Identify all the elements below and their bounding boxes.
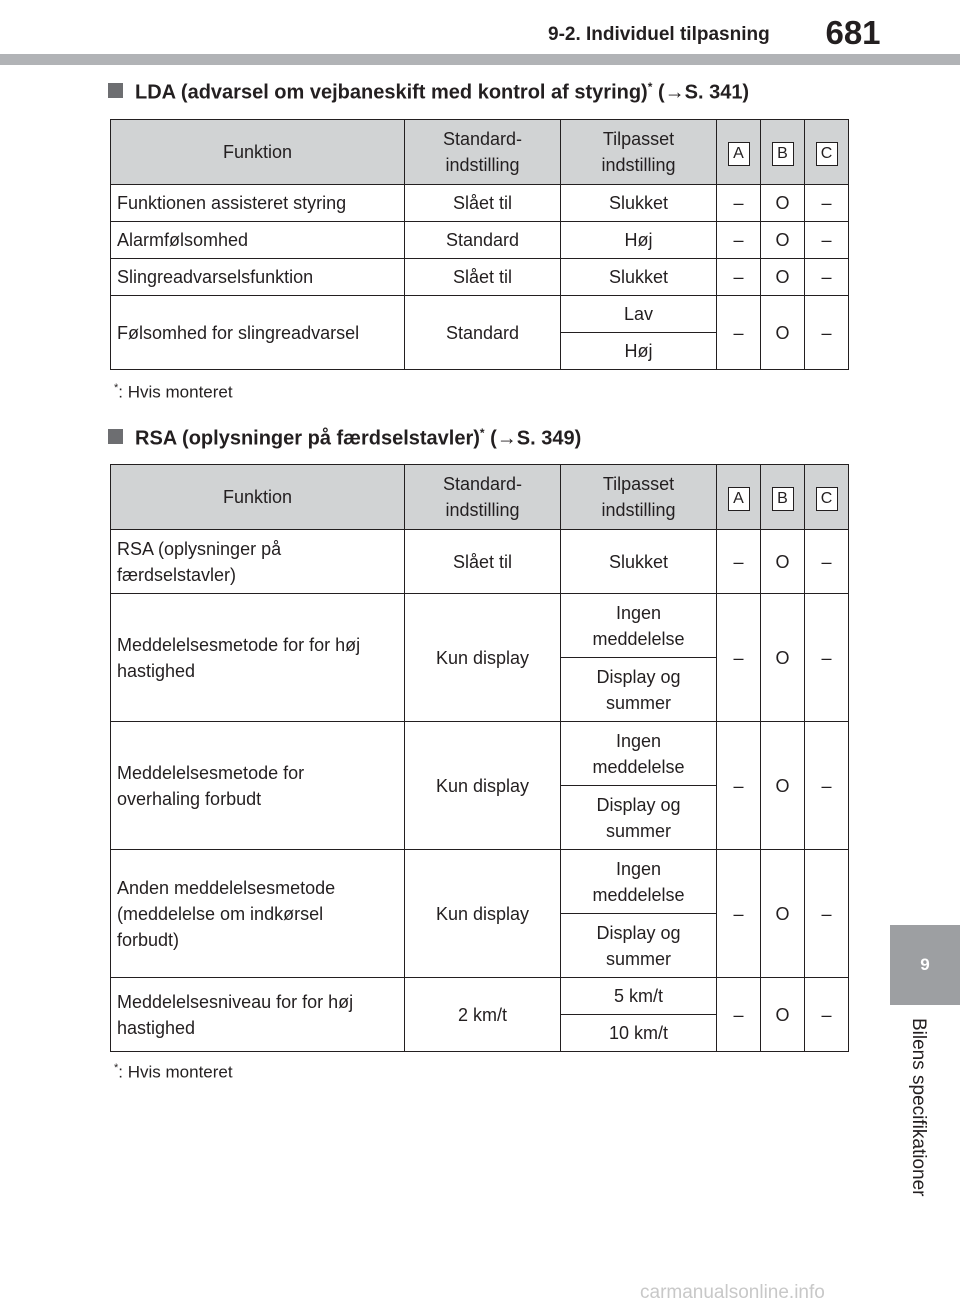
cell-text: forbudt) (117, 929, 180, 950)
header-text: indstilling (601, 155, 676, 175)
cell-text: Display og (596, 794, 681, 815)
table-header-row (111, 120, 849, 185)
cell-custom-option (561, 914, 717, 978)
column-header-b (761, 120, 805, 185)
letter-c-icon: C (816, 487, 838, 511)
cell-a: – (717, 722, 761, 850)
cell-text: summer (605, 948, 671, 969)
cell-text: færdselstavler) (117, 564, 237, 585)
cell-b: O (761, 722, 805, 850)
column-header-default (405, 465, 561, 530)
cell-c: – (805, 296, 849, 370)
cell-c: – (805, 978, 849, 1052)
cell-text: RSA (oplysninger på (117, 538, 282, 559)
cell-function: Slingreadvarselsfunktion (111, 259, 405, 296)
cell-a: – (717, 850, 761, 978)
cell-text: hastighed (117, 1017, 196, 1038)
cell-b: O (761, 185, 805, 222)
rsa-heading (108, 426, 581, 451)
cell-function (111, 594, 405, 722)
cell-function: Følsomhed for slingreadvarsel (111, 296, 405, 370)
table-header-row (111, 465, 849, 530)
cell-b: O (761, 222, 805, 259)
rsa-heading-asterisk: * (479, 426, 485, 440)
table-row (111, 530, 849, 594)
cell-function (111, 850, 405, 978)
header-text: Standard- (442, 474, 523, 494)
letter-b-icon: B (772, 487, 794, 511)
cell-text: Display og (596, 922, 681, 943)
cell-default: Slået til (405, 185, 561, 222)
letter-a-icon: A (728, 142, 750, 166)
cell-b: O (761, 594, 805, 722)
cell-text: Ingen (615, 730, 662, 751)
footnote-asterisk: * (114, 1062, 119, 1074)
letter-b-icon: B (772, 142, 794, 166)
column-header-a (717, 465, 761, 530)
cell-b: O (761, 259, 805, 296)
table-row (111, 296, 849, 333)
cell-text: (meddelelse om indkørsel (117, 903, 324, 924)
cell-a: – (717, 222, 761, 259)
column-header-a (717, 120, 761, 185)
cell-a: – (717, 185, 761, 222)
lda-page-ref[interactable]: (→S. 341) (657, 81, 750, 104)
cell-text: summer (605, 820, 671, 841)
letter-c-icon: C (816, 142, 838, 166)
column-header-custom (561, 465, 717, 530)
cell-text: overhaling forbudt (117, 788, 262, 809)
cell-custom: Slukket (561, 530, 717, 594)
cell-function (111, 722, 405, 850)
cell-custom: Slukket (561, 185, 717, 222)
cell-custom-option: Lav (561, 296, 717, 333)
header-text: indstilling (445, 500, 520, 520)
header-text: Tilpasset (602, 474, 675, 494)
cell-custom: Høj (561, 222, 717, 259)
cell-function (111, 978, 405, 1052)
footnote-text: : Hvis monteret (118, 1062, 233, 1082)
cell-default: Slået til (405, 530, 561, 594)
cell-a: – (717, 978, 761, 1052)
lda-table (110, 119, 849, 370)
cell-function: Alarmfølsomhed (111, 222, 405, 259)
table-row (111, 594, 849, 658)
cell-a: – (717, 594, 761, 722)
cell-text: Meddelelsesmetode for (117, 762, 305, 783)
rsa-footnote (114, 1062, 233, 1083)
page-number: 681 (806, 10, 900, 56)
cell-b: O (761, 530, 805, 594)
cell-default: Kun display (405, 850, 561, 978)
cell-default: 2 km/t (405, 978, 561, 1052)
cell-default: Kun display (405, 594, 561, 722)
lda-heading (108, 80, 749, 105)
cell-text: Anden meddelelsesmetode (117, 877, 336, 898)
cell-function: Funktionen assisteret styring (111, 185, 405, 222)
column-header-c (805, 465, 849, 530)
header-text: indstilling (601, 500, 676, 520)
cell-text: Meddelelsesniveau for for høj (117, 991, 354, 1012)
rsa-table (110, 464, 849, 1052)
chapter-tab-number: 9 (890, 925, 960, 1005)
header-text: indstilling (445, 155, 520, 175)
cell-default: Standard (405, 222, 561, 259)
cell-a: – (717, 259, 761, 296)
cell-custom-option (561, 786, 717, 850)
column-header-function: Funktion (111, 465, 405, 530)
cell-c: – (805, 530, 849, 594)
cell-default: Kun display (405, 722, 561, 850)
lda-heading-text: LDA (advarsel om vejbaneskift med kontrol af styring) (135, 81, 648, 104)
column-header-c (805, 120, 849, 185)
cell-a: – (717, 530, 761, 594)
square-bullet-icon (108, 429, 123, 444)
cell-function (111, 530, 405, 594)
cell-text: Ingen (615, 858, 662, 879)
table-row (111, 978, 849, 1015)
lda-footnote (114, 382, 233, 403)
letter-a-icon: A (728, 487, 750, 511)
cell-custom-option: 10 km/t (561, 1015, 717, 1052)
cell-text: meddelelse (592, 756, 685, 777)
cell-custom-option (561, 850, 717, 914)
rsa-page-ref[interactable]: (→S. 349) (490, 427, 582, 450)
cell-text: summer (605, 692, 671, 713)
column-header-default (405, 120, 561, 185)
cell-text: meddelelse (592, 884, 685, 905)
section-title: 9-2. Individuel tilpasning (548, 24, 770, 45)
cell-b: O (761, 296, 805, 370)
table-row (111, 222, 849, 259)
cell-text: Display og (596, 666, 681, 687)
cell-c: – (805, 259, 849, 296)
cell-c: – (805, 850, 849, 978)
cell-b: O (761, 978, 805, 1052)
cell-text: Ingen (615, 602, 662, 623)
table-row (111, 722, 849, 786)
cell-default: Slået til (405, 259, 561, 296)
table-row (111, 850, 849, 914)
cell-custom-option: 5 km/t (561, 978, 717, 1015)
cell-text: Meddelelsesmetode for for høj (117, 634, 361, 655)
cell-a: – (717, 296, 761, 370)
cell-b: O (761, 850, 805, 978)
header-text: Tilpasset (602, 129, 675, 149)
cell-custom-option (561, 722, 717, 786)
cell-custom: Slukket (561, 259, 717, 296)
cell-text: hastighed (117, 660, 196, 681)
cell-default: Standard (405, 296, 561, 370)
square-bullet-icon (108, 83, 123, 98)
column-header-function: Funktion (111, 120, 405, 185)
cell-c: – (805, 222, 849, 259)
cell-custom-option (561, 658, 717, 722)
footnote-asterisk: * (114, 382, 119, 394)
cell-text: meddelelse (592, 628, 685, 649)
column-header-b (761, 465, 805, 530)
header-rule (0, 54, 960, 65)
cell-c: – (805, 185, 849, 222)
cell-custom-option: Høj (561, 333, 717, 370)
table-row (111, 259, 849, 296)
cell-custom-option (561, 594, 717, 658)
table-row (111, 185, 849, 222)
chapter-tab-label: Bilens specifikationer (908, 1018, 929, 1197)
rsa-heading-text: RSA (oplysninger på færdselstavler) (135, 427, 480, 450)
lda-heading-asterisk: * (647, 80, 653, 94)
cell-c: – (805, 594, 849, 722)
footnote-text: : Hvis monteret (118, 382, 233, 402)
column-header-custom (561, 120, 717, 185)
cell-c: – (805, 722, 849, 850)
watermark: carmanualsonline.info (640, 1282, 825, 1303)
header-text: Standard- (442, 129, 523, 149)
